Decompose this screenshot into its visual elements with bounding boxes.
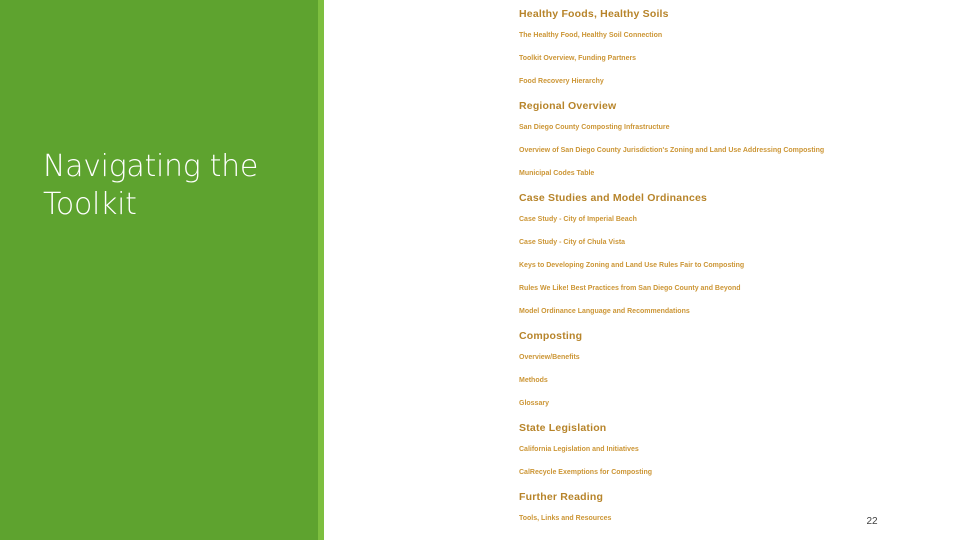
toc-heading[interactable]: Regional Overview [519, 100, 617, 112]
toc-item[interactable]: Municipal Codes Table [519, 170, 595, 177]
toc-heading[interactable]: Healthy Foods, Healthy Soils [519, 8, 669, 20]
toc-item[interactable]: Methods [519, 377, 548, 384]
toc-item[interactable]: San Diego County Composting Infrastructure [519, 124, 670, 131]
toc-item[interactable]: Rules We Like! Best Practices from San Diego County and Beyond [519, 285, 741, 292]
toc-heading[interactable]: Further Reading [519, 491, 604, 503]
table-of-contents [519, 0, 939, 540]
toc-item[interactable]: Case Study - City of Imperial Beach [519, 216, 637, 223]
toc-item[interactable]: Glossary [519, 400, 549, 407]
toc-item[interactable]: Overview of San Diego County Jurisdiction's Zoning and Land Use Addressing Composting [519, 147, 825, 154]
title-panel [0, 0, 318, 540]
toc-item[interactable]: California Legislation and Initiatives [519, 446, 639, 453]
toc-item[interactable]: Tools, Links and Resources [519, 515, 612, 522]
toc-item[interactable]: Food Recovery Hierarchy [519, 78, 604, 85]
toc-item[interactable]: Keys to Developing Zoning and Land Use Rules Fair to Composting [519, 262, 745, 269]
toc-item[interactable]: CalRecycle Exemptions for Composting [519, 469, 653, 476]
toc-heading[interactable]: Composting [519, 330, 583, 342]
slide-title-line-2: Toolkit [43, 187, 137, 222]
toc-item[interactable]: Toolkit Overview, Funding Partners [519, 55, 637, 62]
toc-item[interactable]: The Healthy Food, Healthy Soil Connection [519, 32, 663, 39]
accent-divider [318, 0, 324, 540]
slide-title [43, 148, 303, 224]
toc-heading[interactable]: State Legislation [519, 422, 607, 434]
toc-item[interactable]: Overview/Benefits [519, 354, 580, 361]
toc-item[interactable]: Case Study - City of Chula Vista [519, 239, 626, 246]
page-number: 22 [866, 516, 878, 527]
toc-item[interactable]: Model Ordinance Language and Recommendations [519, 308, 690, 315]
toc-heading[interactable]: Case Studies and Model Ordinances [519, 192, 708, 204]
slide-title-line-1: Navigating the [43, 149, 258, 184]
